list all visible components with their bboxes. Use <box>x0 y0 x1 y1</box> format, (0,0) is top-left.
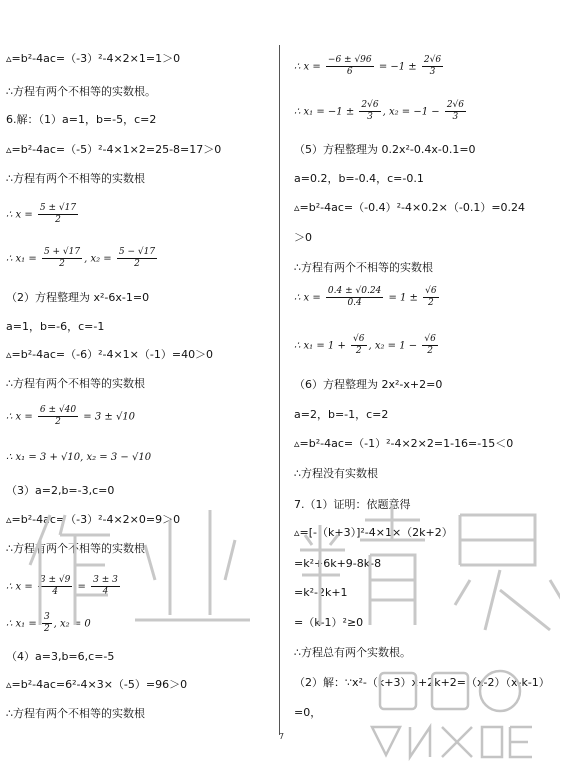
fraction <box>359 100 380 123</box>
math-text: ∴方程有两个不相等的实数根 <box>6 707 145 720</box>
text-line <box>6 348 213 362</box>
denominator: 2 <box>355 346 362 356</box>
fraction <box>38 405 78 428</box>
math-text: =k²+6k+9-8k-8 <box>294 557 382 570</box>
math-text: = −1 ± <box>375 61 420 73</box>
numerator: 5 ± √17 <box>39 203 77 213</box>
text-line <box>6 320 104 334</box>
text-line <box>294 706 321 720</box>
math-text: ∴ x₁ = <box>6 253 40 265</box>
math-text: ∴方程有两个不相等的实数根 <box>294 261 433 274</box>
math-text: ∴ x = <box>294 61 324 73</box>
text-line <box>294 557 381 571</box>
math-text: ∴ x₁ = <box>6 618 40 630</box>
math-text: ∴ x = <box>6 581 36 593</box>
text-line <box>6 450 151 465</box>
denominator: 3 <box>429 67 436 77</box>
fraction <box>42 247 82 270</box>
page-number: 7 <box>279 732 285 741</box>
math-text: , x₂ = 0 <box>53 618 91 630</box>
fraction <box>38 203 78 226</box>
text-line <box>6 707 145 721</box>
math-text: a=2，b=-1，c=2 <box>294 408 389 421</box>
text-line <box>6 172 145 186</box>
text-line <box>294 172 424 186</box>
math-text: ∴方程有两个不相等的实数根。 <box>6 85 156 98</box>
math-text: = 3 ± √10 <box>80 411 136 423</box>
text-line <box>6 113 156 127</box>
math-text: （3）a=2,b=-3,c=0 <box>6 484 115 497</box>
math-text: a=1，b=-6，c=-1 <box>6 320 105 333</box>
text-line <box>6 542 145 556</box>
numerator: −6 ± √96 <box>327 55 372 65</box>
text-line <box>294 378 442 392</box>
text-line <box>6 650 114 664</box>
text-line <box>6 203 80 226</box>
fraction <box>422 55 443 78</box>
denominator: 2 <box>55 215 61 225</box>
text-line <box>6 575 122 598</box>
math-text: ∴方程有两个不相等的实数根 <box>6 172 145 185</box>
math-text: =（k-1）²≥0 <box>294 616 364 629</box>
text-line <box>294 526 453 540</box>
math-text: （2）方程整理为 x²-6x-1=0 <box>6 291 150 304</box>
text-line <box>6 143 221 157</box>
fraction <box>351 334 366 357</box>
fraction <box>117 247 157 270</box>
math-text: = <box>74 581 90 593</box>
text-line <box>6 247 159 270</box>
text-line <box>294 586 348 600</box>
math-text: , x₂ = 1 − <box>368 340 421 352</box>
fraction <box>38 575 72 598</box>
math-text: = 1 ± <box>385 292 422 304</box>
text-line <box>294 231 312 245</box>
text-line <box>6 85 156 99</box>
math-text: ∴ x = <box>294 292 324 304</box>
numerator: 3 <box>43 612 50 622</box>
denominator: 2 <box>59 259 65 269</box>
text-line <box>6 513 180 527</box>
math-text: , x₂ = −1 − <box>382 106 443 118</box>
math-text: , x₂ = <box>84 253 115 265</box>
denominator: 2 <box>134 259 140 269</box>
numerator: √6 <box>353 334 365 344</box>
denominator: 3 <box>452 112 459 122</box>
text-line <box>294 437 513 451</box>
math-text: （5）方程整理为 0.2x²-0.4x-0.1=0 <box>294 143 476 156</box>
math-text: ＞0 <box>294 231 312 244</box>
denominator: 2 <box>55 417 61 427</box>
math-text: ▵=b²-4ac=（-0.4）²-4×0.2×（-0.1）=0.24 <box>294 201 526 214</box>
math-text: ▵=b²-4ac=（-5）²-4×1×2=25-8=17＞0 <box>6 143 222 156</box>
fraction <box>445 100 466 123</box>
math-text: ▵=b²-4ac=（-3）²-4×2×1=1＞0 <box>6 52 181 65</box>
numerator: 3 ± 3 <box>93 575 118 585</box>
text-line <box>294 201 525 215</box>
math-text: =0， <box>294 706 322 719</box>
fraction <box>326 286 383 309</box>
math-text: a=0.2，b=-0.4，c=-0.1 <box>294 172 424 185</box>
text-line <box>6 52 180 66</box>
fraction <box>42 612 52 635</box>
text-line <box>294 55 445 78</box>
denominator: 4 <box>102 587 109 597</box>
denominator: 2 <box>427 346 433 356</box>
numerator: 5 − √17 <box>118 247 156 257</box>
numerator: 2√6 <box>446 100 465 110</box>
text-line <box>294 408 388 422</box>
math-text: ▵=b²-4ac=（-3）²-4×2×0=9＞0 <box>6 513 181 526</box>
math-text: （4）a=3,b=6,c=-5 <box>6 650 115 663</box>
text-line <box>294 498 411 512</box>
denominator: 6 <box>346 67 353 77</box>
numerator: √6 <box>425 286 437 296</box>
text-line <box>294 334 440 357</box>
math-text: ▵=[-（k+3）]²-4×1×（2k+2） <box>294 526 453 539</box>
numerator: 2√6 <box>423 55 442 65</box>
numerator: 2√6 <box>361 100 379 110</box>
math-text: ∴ x = <box>6 209 36 221</box>
denominator: 3 <box>367 112 373 122</box>
math-text: 7.（1）证明：依题意得 <box>294 498 411 511</box>
numerator: 3 ± √9 <box>39 575 71 585</box>
fraction <box>91 575 120 598</box>
math-text: =k²-2k+1 <box>294 586 348 599</box>
numerator: 0.4 ± √0.24 <box>327 286 382 296</box>
text-line <box>294 616 363 630</box>
math-text: ∴方程没有实数根 <box>294 467 378 480</box>
fraction <box>422 334 437 357</box>
math-text: ▵=b²-4ac=（-1）²-4×2×2=1-16=-15＜0 <box>294 437 514 450</box>
math-text: ▵=b²-4ac=（-6）²-4×1×（-1）=40＞0 <box>6 348 214 361</box>
text-line <box>294 286 441 309</box>
math-text: ∴ x₁ = −1 ± <box>294 106 358 118</box>
denominator: 2 <box>43 624 50 634</box>
text-line <box>294 143 476 157</box>
text-line <box>6 678 187 692</box>
numerator: 6 ± √40 <box>39 405 77 415</box>
denominator: 0.4 <box>347 298 362 308</box>
denominator: 2 <box>427 298 434 308</box>
fraction <box>326 55 374 78</box>
numerator: √6 <box>424 334 436 344</box>
text-line <box>294 261 433 275</box>
math-text: 6.解：（1）a=1，b=-5，c=2 <box>6 113 157 126</box>
math-text: ∴ x = <box>6 411 36 423</box>
denominator: 4 <box>52 587 59 597</box>
text-line <box>294 676 550 690</box>
text-line <box>294 100 468 123</box>
text-line <box>6 291 149 305</box>
text-line <box>6 377 145 391</box>
text-line <box>6 405 135 428</box>
math-text: ∴方程有两个不相等的实数根 <box>6 542 145 555</box>
math-text: ∴方程有两个不相等的实数根 <box>6 377 145 390</box>
math-text: （2）解：∵x²-（k+3）x+2k+2=（x-2）（x-k-1） <box>294 676 550 689</box>
math-text: （6）方程整理为 2x²-x+2=0 <box>294 378 443 391</box>
numerator: 5 + √17 <box>43 247 81 257</box>
text-line <box>6 484 114 498</box>
math-text: ∴方程总有两个实数根。 <box>294 646 411 659</box>
text-line <box>6 612 91 635</box>
column-divider <box>279 45 280 735</box>
math-text: ▵=b²-4ac=6²-4×3×（-5）=96＞0 <box>6 678 188 691</box>
math-text: ∴ x₁ = 3 + √10, x₂ = 3 − √10 <box>6 452 152 463</box>
text-line <box>294 467 378 481</box>
math-text: ∴ x₁ = 1 + <box>294 340 350 352</box>
fraction <box>423 286 438 309</box>
text-line <box>294 646 411 660</box>
